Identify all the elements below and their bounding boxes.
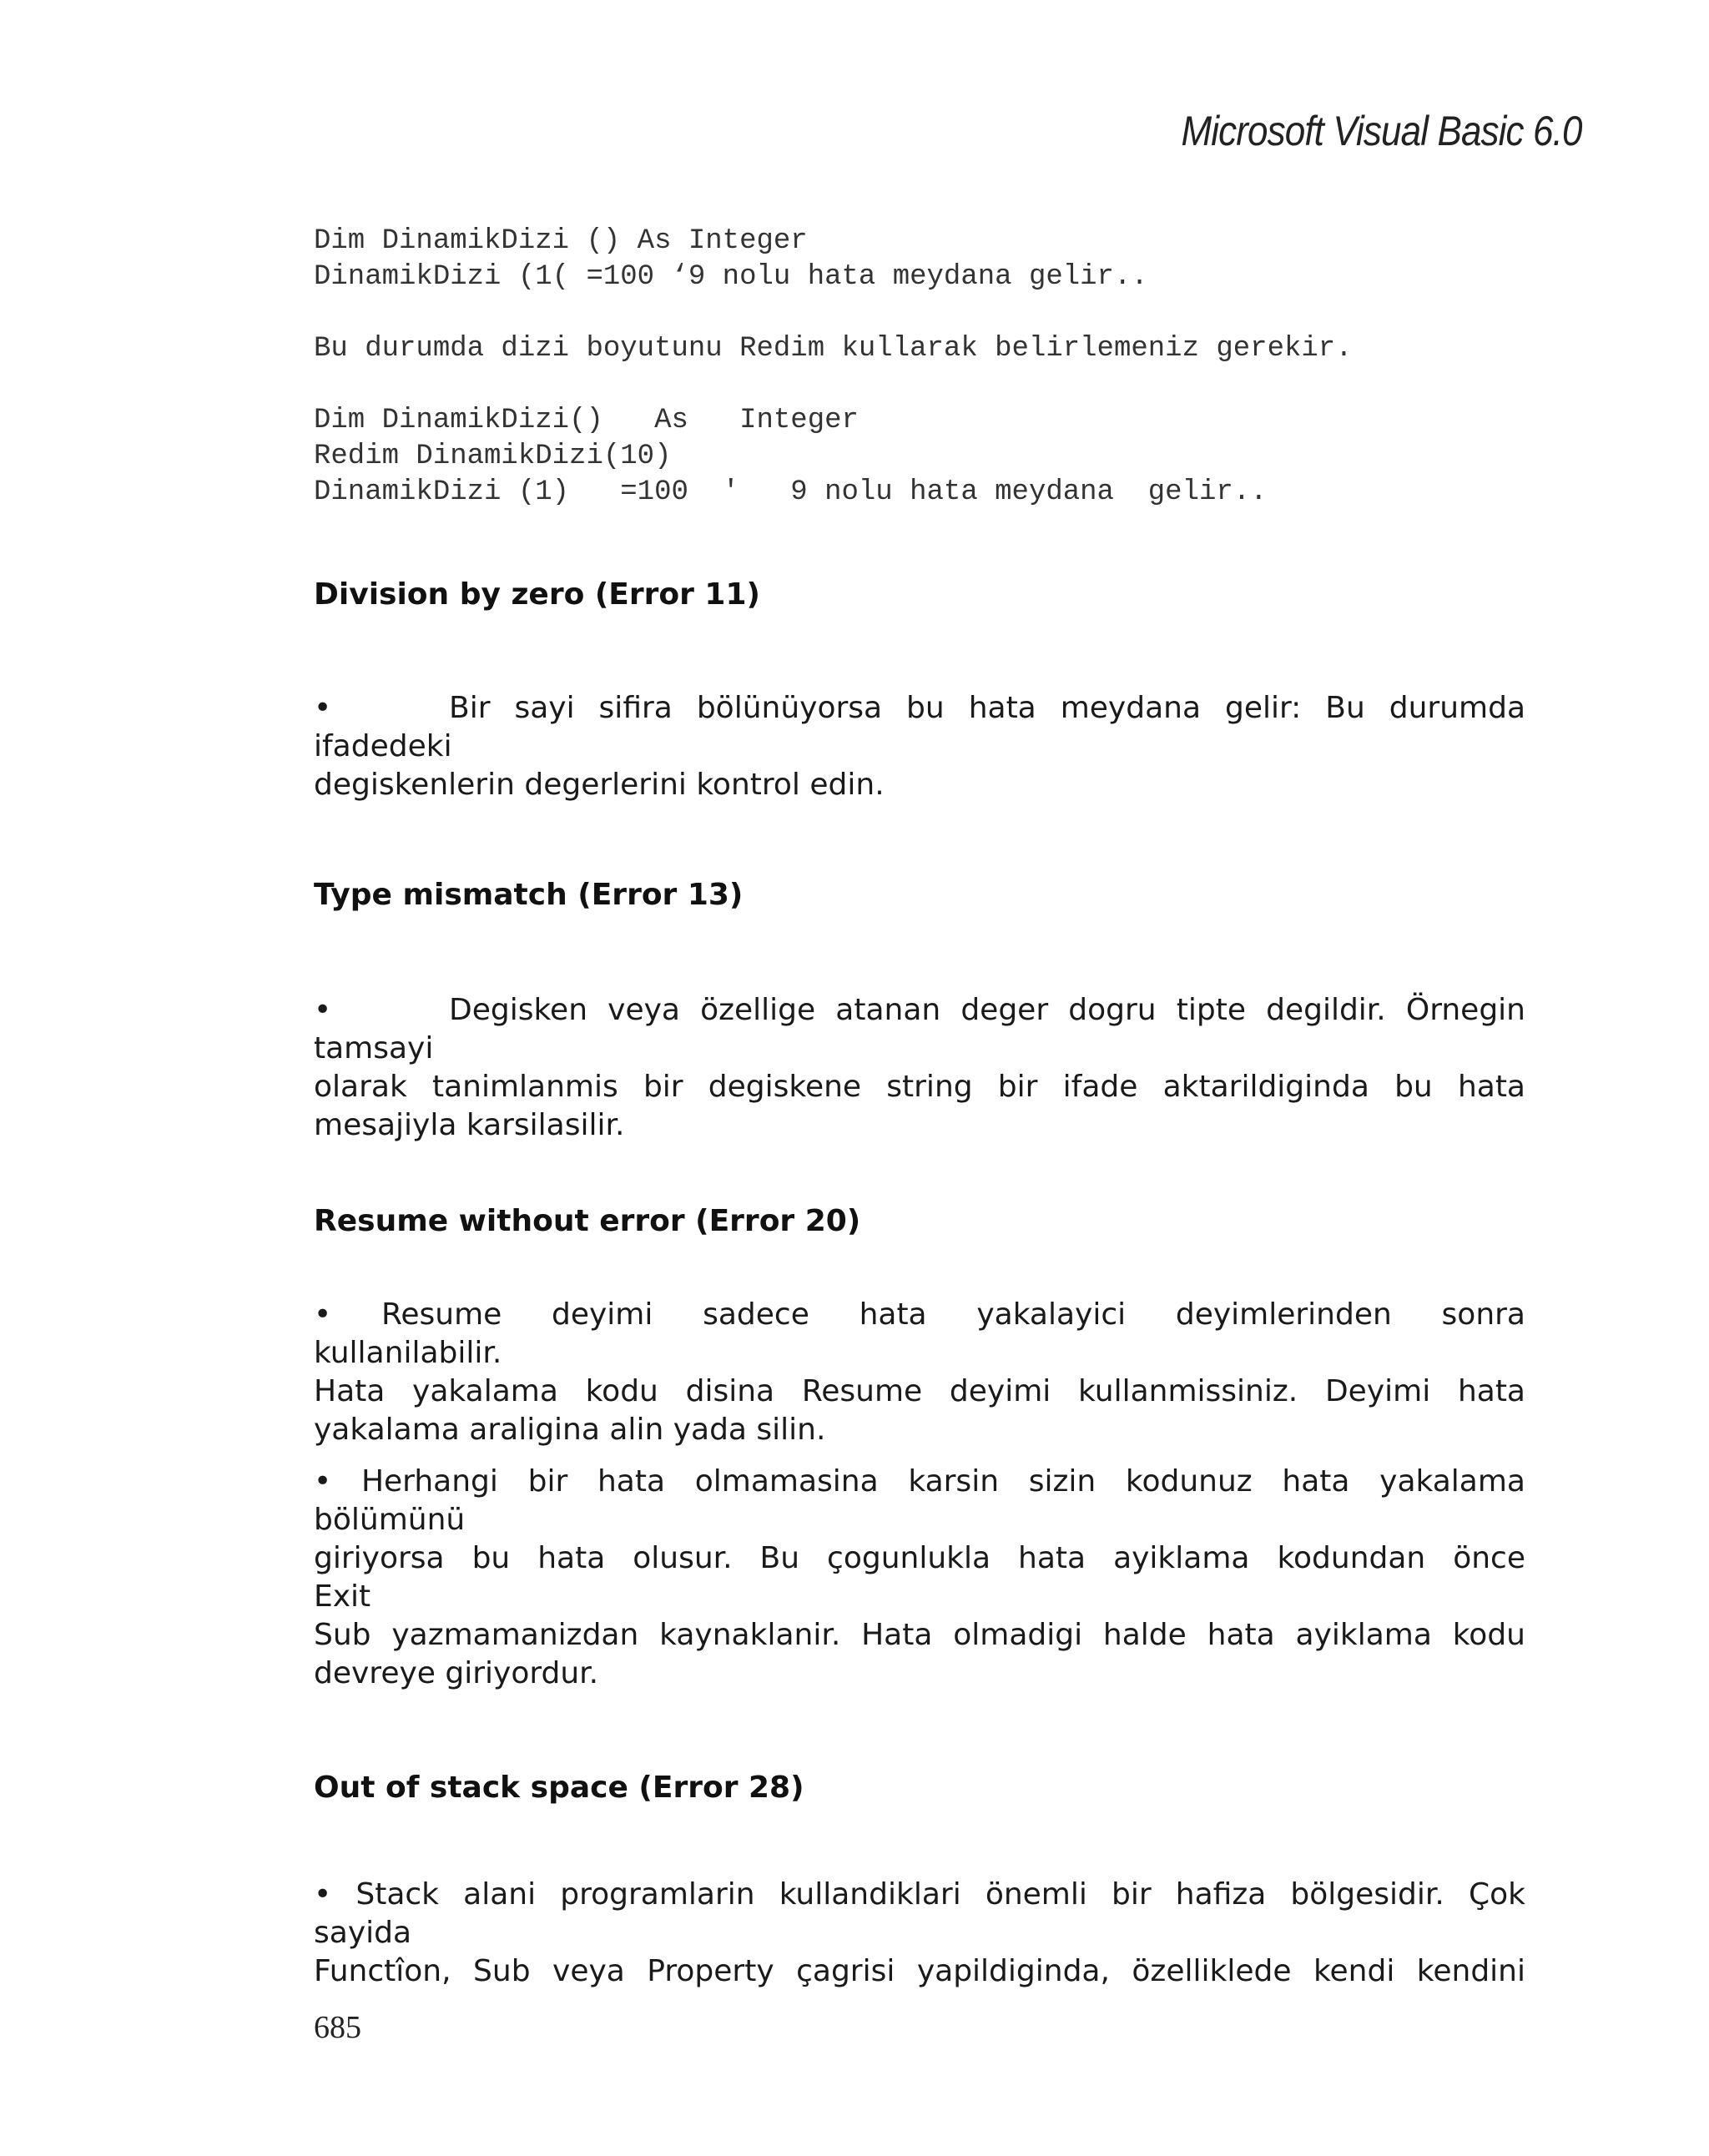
paragraph-line: • Stack alani programlarin kullandiklari önemli bir hafiza bölgesidir. Çok	[314, 1877, 1525, 1912]
paragraph-line: Functîon, Sub veya Property çagrisi yapildiginda, özelliklede kendi kendini	[314, 1954, 1525, 1988]
paragraph-line: yakalama araligina alin yada silin.	[314, 1413, 826, 1447]
section-heading: Resume without error (Error 20)	[314, 1204, 861, 1238]
bullet-marker: •	[314, 1877, 332, 1912]
code-line: Redim DinamikDizi(10)	[314, 441, 672, 472]
paragraph-line: degiskenlerin degerlerini kontrol edin.	[314, 768, 885, 802]
paragraph-line: kullanilabilir.	[314, 1336, 502, 1370]
code-line: Dim DinamikDizi () As Integer	[314, 225, 808, 257]
page-number: 685	[314, 2010, 361, 2045]
paragraph-line: Exit	[314, 1579, 371, 1614]
paragraph-line: sayida	[314, 1916, 412, 1950]
section-heading: Division by zero (Error 11)	[314, 577, 760, 612]
section-heading: Out of stack space (Error 28)	[314, 1771, 804, 1805]
section-heading: Type mismatch (Error 13)	[314, 878, 744, 912]
code-comment-note: Bu durumda dizi boyutunu Redim kullarak belirlemeniz gerekir.	[314, 333, 1353, 365]
paragraph-line: tamsayi	[314, 1031, 434, 1065]
bullet-marker: •	[314, 993, 332, 1027]
bullet-paragraph	[314, 991, 1525, 1145]
bullet-marker: •	[314, 691, 332, 725]
paragraph-line: • Bir sayi sifira bölünüyorsa bu hata meydana gelir: Bu durumda	[314, 689, 1525, 728]
bullet-paragraph	[314, 1463, 1525, 1693]
paragraph-line: • Resume deyimi sadece hata yakalayici deyimlerinden sonra	[314, 1297, 1525, 1332]
running-header: Microsoft Visual Basic 6.0	[1181, 108, 1582, 154]
paragraph-line: ifadedeki	[314, 729, 452, 763]
code-line: DinamikDizi (1( =100 ‘9 nolu hata meydana gelir..	[314, 261, 1148, 293]
paragraph-line: • Degisken veya özellige atanan deger dogru tipte degildir. Örnegin	[314, 991, 1525, 1030]
bullet-paragraph	[314, 689, 1525, 804]
paragraph-line: Hata yakalama kodu disina Resume deyimi kullanmissiniz. Deyimi hata	[314, 1374, 1525, 1408]
paragraph-line: Sub yazmamanizdan kaynaklanir. Hata olmadigi halde hata ayiklama kodu	[314, 1618, 1525, 1652]
bullet-paragraph	[314, 1296, 1525, 1449]
paragraph-line: giriyorsa bu hata olusur. Bu çogunlukla hata ayiklama kodundan önce	[314, 1541, 1525, 1575]
code-line: Dim DinamikDizi() As Integer	[314, 405, 859, 436]
paragraph-line: mesajiyla karsilasilir.	[314, 1108, 625, 1142]
bullet-marker: •	[314, 1297, 332, 1332]
paragraph-line: devreye giriyordur.	[314, 1656, 599, 1690]
paragraph-line: olarak tanimlanmis bir degiskene string bir ifade aktarildiginda bu hata	[314, 1070, 1525, 1104]
bullet-paragraph	[314, 1876, 1525, 1991]
paragraph-line: • Herhangi bir hata olmamasina karsin sizin kodunuz hata yakalama	[314, 1464, 1525, 1499]
code-line: DinamikDizi (1) =100 ' 9 nolu hata meydana gelir..	[314, 476, 1268, 508]
bullet-marker: •	[314, 1464, 332, 1499]
paragraph-line: bölümünü	[314, 1503, 466, 1537]
